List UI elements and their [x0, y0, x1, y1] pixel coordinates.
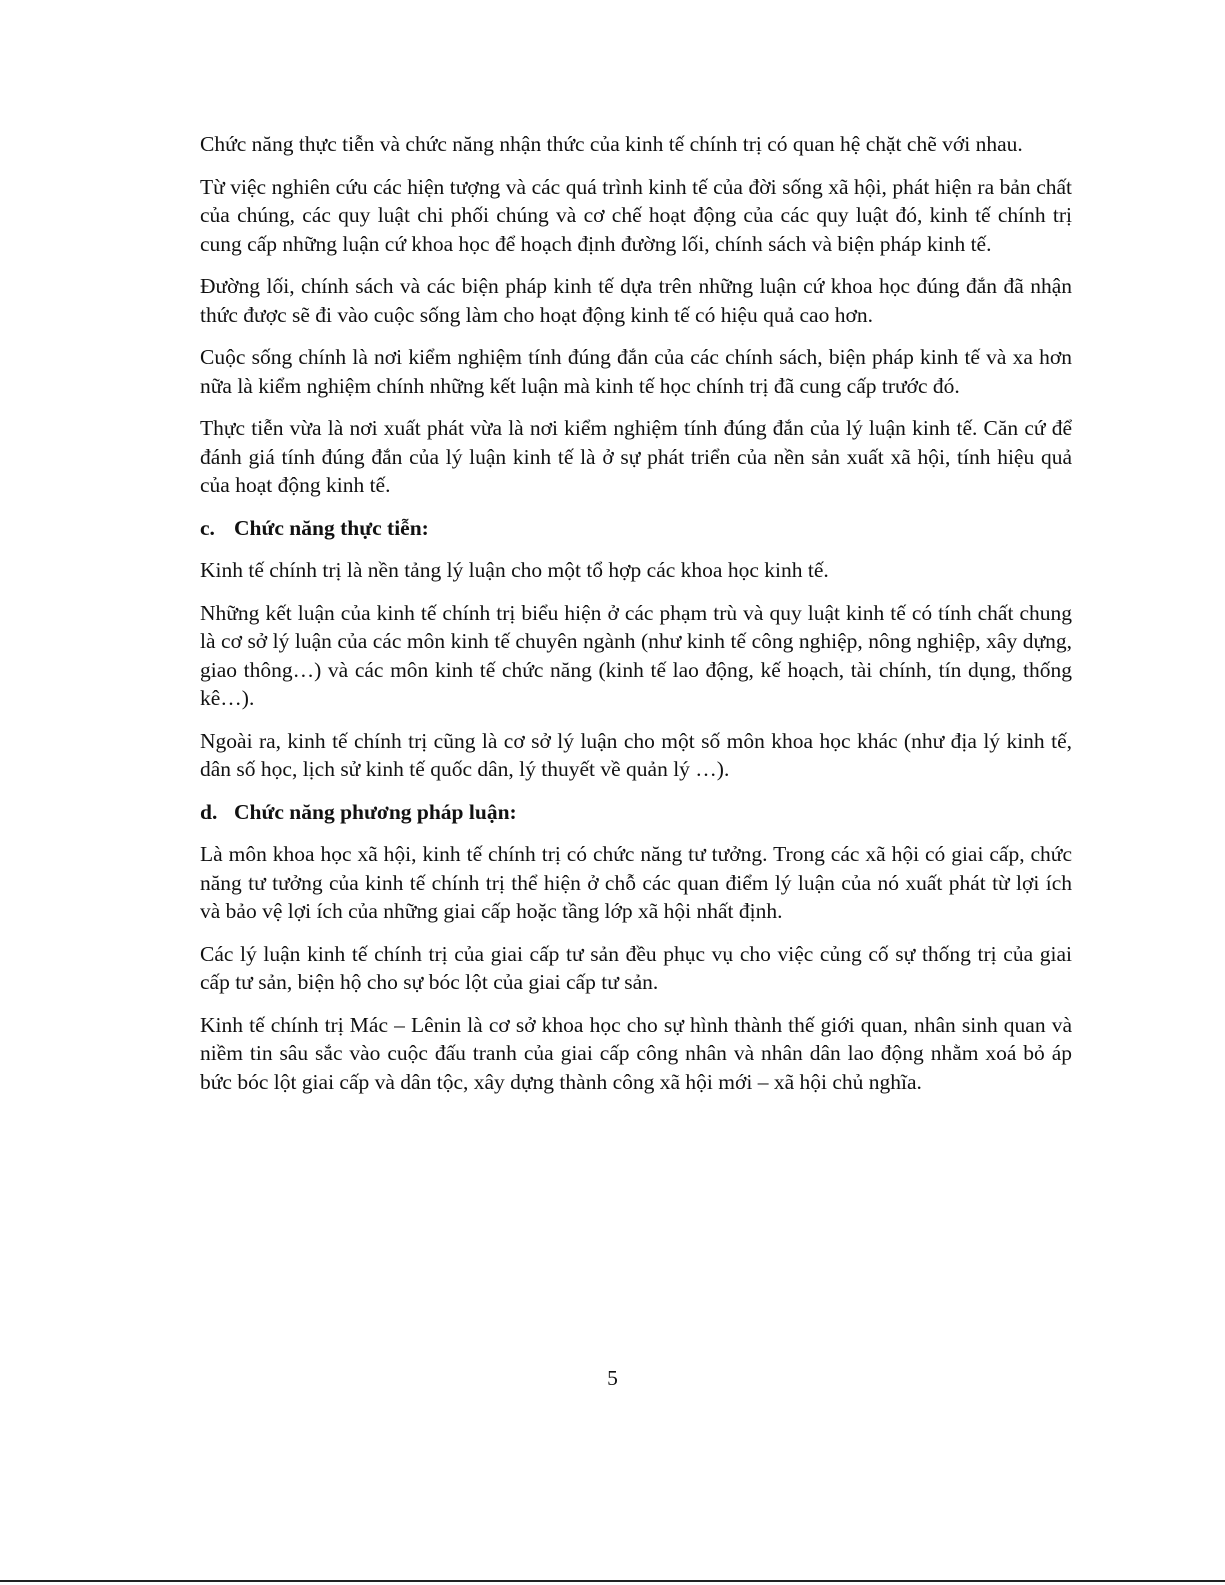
paragraph: Những kết luận của kinh tế chính trị biểu hiện ở các phạm trù và quy luật kinh tế có tính chất chung là cơ sở lý luận của các môn kinh tế chuyên ngành (như kinh tế công nghiệp, nông nghiệp, xây dựng, giao thông…) và các môn kinh tế chức năng (kinh tế lao động, kế hoạch, tài chính, tín dụng, thống kê…). — [200, 600, 1072, 710]
paragraph: Cuộc sống chính là nơi kiểm nghiệm tính đúng đắn của các chính sách, biện pháp kinh tế và xa hơn nữa là kiểm nghiệm chính những kết luận mà kinh tế học chính trị đã cung cấp trước đó. — [200, 345, 1072, 398]
paragraph: Thực tiễn vừa là nơi xuất phát vừa là nơi kiểm nghiệm tính đúng đắn của lý luận kinh tế. Căn cứ để đánh giá tính đúng đắn của lý luận kinh tế là ở sự phát triển của nền sản xuất xã hội, tính hiệu quả của hoạt động kinh tế. — [200, 416, 1072, 497]
section-title: Chức năng phương pháp luận: — [234, 799, 517, 824]
paragraph: Là môn khoa học xã hội, kinh tế chính trị có chức năng tư tưởng. Trong các xã hội có giai cấp, chức năng tư tưởng của kinh tế chính trị thể hiện ở chỗ các quan điểm lý luận của nó xuất phát từ lợi ích và bảo vệ lợi ích của những giai cấp hoặc tầng lớp xã hội nhất định. — [200, 842, 1072, 923]
section-title: Chức năng thực tiễn: — [234, 515, 429, 540]
paragraph: Chức năng thực tiễn và chức năng nhận thức của kinh tế chính trị có quan hệ chặt chẽ với nhau. — [200, 132, 1023, 156]
section-marker: c. — [200, 515, 215, 540]
page-number: 5 — [607, 1366, 618, 1390]
section-marker: d. — [200, 799, 218, 824]
paragraph: Kinh tế chính trị Mác – Lênin là cơ sở khoa học cho sự hình thành thế giới quan, nhân sinh quan và niềm tin sâu sắc vào cuộc đấu tranh của giai cấp công nhân và nhân dân lao động nhằm xoá bỏ áp bức bóc lột giai cấp và dân tộc, xây dựng thành công xã hội mới – xã hội chủ nghĩa. — [200, 1012, 1072, 1094]
paragraph: Ngoài ra, kinh tế chính trị cũng là cơ sở lý luận cho một số môn khoa học khác (như địa lý kinh tế, dân số học, lịch sử kinh tế quốc dân, lý thuyết về quản lý …). — [200, 728, 1072, 781]
paragraph: Từ việc nghiên cứu các hiện tượng và các quá trình kinh tế của đời sống xã hội, phát hiện ra bản chất của chúng, các quy luật chi phối chúng và cơ chế hoạt động của các quy luật đó, kinh tế chính trị cung cấp những luận cứ khoa học để hoạch định đường lối, chính sách và biện pháp kinh tế. — [200, 174, 1072, 256]
paragraph: Các lý luận kinh tế chính trị của giai cấp tư sản đều phục vụ cho việc củng cố sự thống trị của giai cấp tư sản, biện hộ cho sự bóc lột của giai cấp tư sản. — [200, 941, 1072, 994]
paragraph: Đường lối, chính sách và các biện pháp kinh tế dựa trên những luận cứ khoa học đúng đắn đã nhận thức được sẽ đi vào cuộc sống làm cho hoạt động kinh tế có hiệu quả cao hơn. — [200, 274, 1072, 327]
page-body — [200, 130, 1072, 1110]
bottom-divider — [0, 1580, 1225, 1582]
paragraph: Kinh tế chính trị là nền tảng lý luận cho một tổ hợp các khoa học kinh tế. — [200, 558, 829, 582]
section-heading-d — [200, 798, 1072, 827]
section-heading-c — [200, 514, 1072, 543]
